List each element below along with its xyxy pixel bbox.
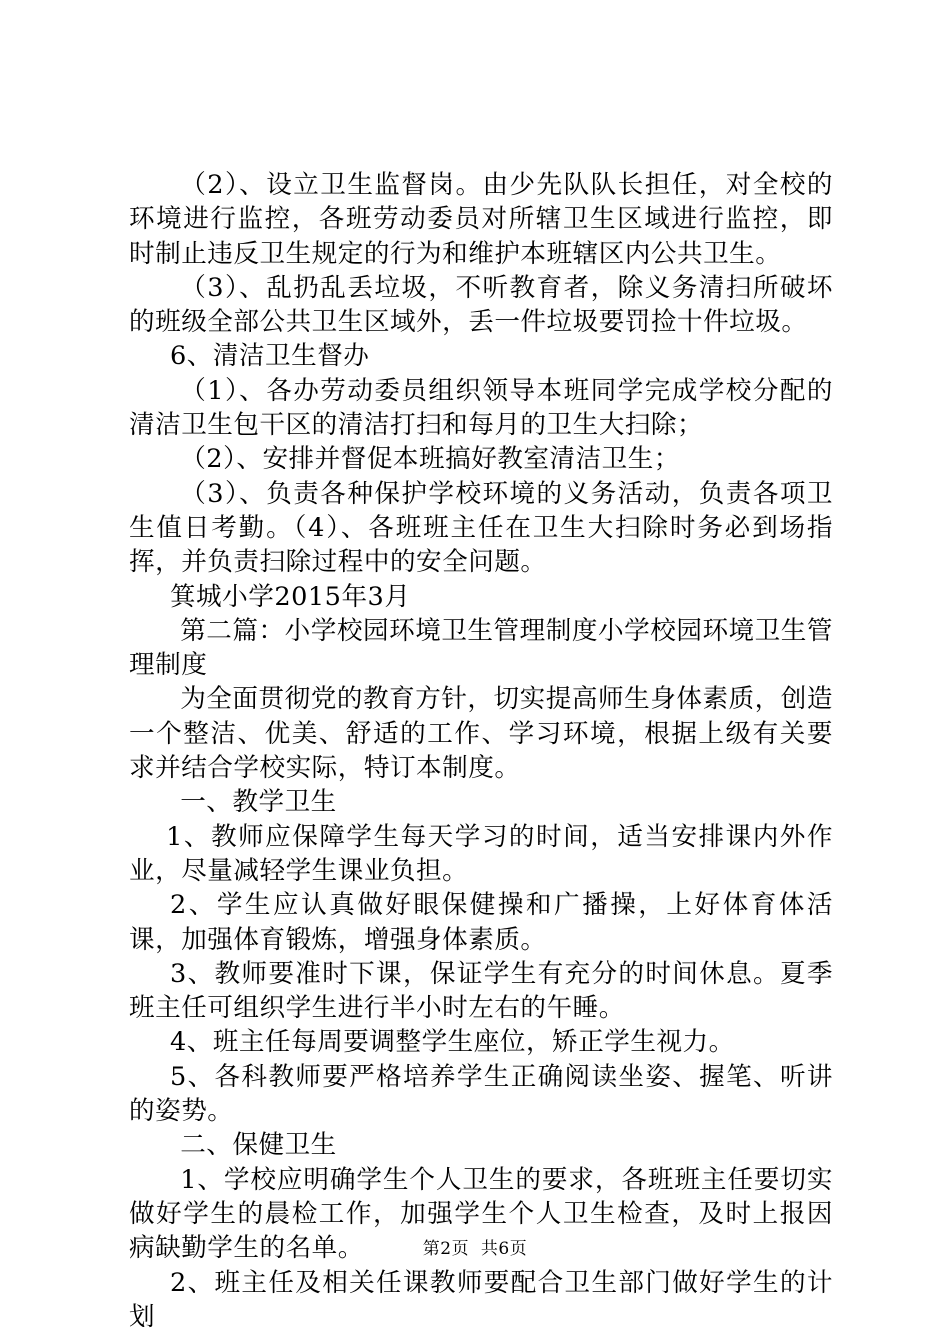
section-heading-health-care: 二、保健卫生 — [180, 1130, 337, 1161]
paragraph-teaching-item-4: 4、班主任每周要调整学生座位，矫正学生视力。 — [169, 1027, 735, 1058]
paragraph-classroom-cleaning: （2）、安排并督促本班搞好教室清洁卫生； — [180, 444, 680, 475]
paragraph-teaching-item-3: 3、教师要准时下课，保证学生有充分的时间休息。夏季班主任可组织学生进行半小时左右的午睡。 — [129, 958, 833, 1024]
chapter-title-part-two: 第二篇：小学校园环境卫生管理制度小学校园环境卫生管理制度 — [129, 615, 833, 681]
paragraph-labor-committee: （1）、各办劳动委员组织领导本班同学完成学校分配的清洁卫生包干区的清洁打扫和每月的卫生大扫除； — [129, 375, 833, 441]
paragraph-teaching-item-2: 2、学生应认真做好眼保健操和广播操，上好体育体活课，加强体育锻炼，增强身体素质。 — [129, 890, 833, 955]
paragraph-teaching-item-5: 5、各科教师要严格培养学生正确阅读坐姿、握笔、听讲的姿势。 — [129, 1061, 833, 1127]
paragraph-health-item-1: 1、学校应明确学生个人卫生的要求，各班班主任要切实做好学生的晨检工作，加强学生个人卫生检查，及时上报因病缺勤学生的名单。 — [129, 1164, 833, 1264]
paragraph-health-item-2: 2、班主任及相关任课教师要配合卫生部门做好学生的计划 — [129, 1267, 833, 1332]
paragraph-duty-attendance: （3）、负责各种保护学校环境的义务活动，负责各项卫生值日考勤。（4）、各班班主任在卫生大扫除时务必到场指挥，并负责扫除过程中的安全问题。 — [129, 478, 833, 578]
section-heading-teaching-hygiene: 一、教学卫生 — [180, 787, 337, 818]
page-number-label: 第2页 共6页 — [422, 1239, 528, 1259]
paragraph-supervision-post: （2）、设立卫生监督岗。由少先队队长担任，对全校的环境进行监控，各班劳动委员对所辖卫生区域进行监控，即时制止违反卫生规定的行为和维护本班辖区内公共卫生。 — [129, 170, 833, 269]
paragraph-introduction: 为全面贯彻党的教育方针，切实提高师生身体素质，创造一个整洁、优美、舒适的工作、学习环境，根据上级有关要求并结合学校实际，特订本制度。 — [129, 684, 833, 784]
document-body — [129, 168, 833, 1334]
paragraph-teaching-item-1: 1、教师应保障学生每天学习的时间，适当安排课内外作业，尽量减轻学生课业负担。 — [129, 821, 833, 886]
paragraph-school-date: 箕城小学2015年3月 — [169, 581, 411, 612]
page-footer — [0, 1237, 950, 1261]
paragraph-litter-penalty: （3）、乱扔乱丢垃圾，不听教育者，除义务清扫所破坏的班级全部公共卫生区域外，丢一件垃圾要罚捡十件垃圾。 — [129, 272, 833, 338]
section-heading-cleaning-supervision: 6、清洁卫生督办 — [169, 341, 370, 372]
